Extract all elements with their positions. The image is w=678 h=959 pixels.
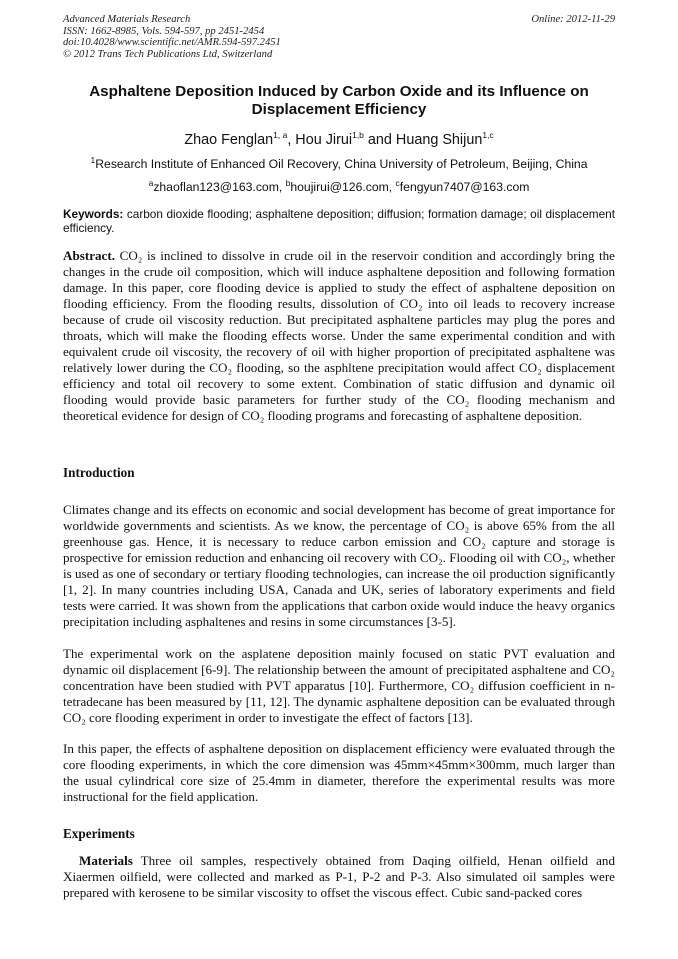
journal-name: Advanced Materials Research [63, 14, 191, 25]
section-heading-introduction: Introduction [63, 465, 135, 480]
materials-label: Materials [79, 853, 133, 868]
doi-line: doi:10.4028/www.scientific.net/AMR.594-597.2451 [63, 37, 281, 49]
abstract-text: CO₂ is inclined to dissolve in crude oil in the reservoir condition and accordingly bring the changes in the crude oil composition, which will induce asphaltene deposition and following formation damage. In this paper, core flooding device is applied to study the effect of asphaltene deposition on flooding efficiency. From the flooding results, dissolution of CO₂ into oil leads to recovery increase because of crude oil viscosity reduction. But precipitated asphaltene particles may plug the pores and throats, which will make the flooding effects worse. Under the same experimental condition and with equivalent crude oil viscosity, the recovery of oil with higher proportion of precipitated asphaltene was relatively lower during the CO₂ flooding, so the asphltene precipitation would affect CO₂ displacement efficiency and total oil recovery to some extent. Combination of static diffusion and dynamic oil flooding would provide basic parameters for further study of the CO₂ flooding mechanism and theoretical evidence for design of CO₂ flooding programs and forecasting of asphaltene deposition. [63, 248, 615, 424]
affiliation-text: Research Institute of Enhanced Oil Recovery, China University of Petroleum, Beijing, China [95, 157, 588, 171]
keywords-label: Keywords: [63, 207, 124, 221]
abstract-label: Abstract. [63, 248, 115, 263]
experiments-paragraph [63, 853, 615, 901]
email-superscript: a [148, 177, 154, 188]
abstract [63, 248, 615, 425]
keywords [63, 207, 615, 235]
intro-paragraph-1: Climates change and its effects on economic and social development has become of great importance for worldwide governments and scientists. As we know, the percentage of CO₂ is above 65% from the all greenhouse gas. Hence, it is necessary to reduce carbon emission and CO₂ capture and storage is prospective for emission reduction and enhancing oil recovery with CO₂. Flooding oil with CO₂, whether is used as one of secondary or tertiary flooding technologies, can increase the oil production significantly [1, 2]. In many countries including USA, Canada and UK, series of laboratory experiments and field tests were carried. It was shown from the applications that carbon oxide would induce the heavy organics precipitation including asphaltenes and resins in some circumstances [3-5]. [63, 502, 615, 630]
intro-paragraph-3: In this paper, the effects of asphaltene deposition on displacement efficiency were evaluated through the core flooding experiments, in which the core dimension was 45mm×45mm×300mm, much larger than the usual cylindrical core size of 25.4mm in diameter, therefore the experimental results was more instructional for the field application. [63, 741, 615, 805]
copyright-line: © 2012 Trans Tech Publications Ltd, Switzerland [63, 48, 273, 60]
author-superscript: 1,c [482, 130, 494, 141]
affiliation [63, 156, 615, 172]
online-date: Online: 2012-11-29 [531, 14, 615, 25]
author-name: Zhao Fenglan [184, 132, 274, 148]
journal-header [63, 14, 615, 60]
paper-title: Asphaltene Deposition Induced by Carbon Oxide and its Influence on Displacement Efficiency [89, 83, 589, 118]
email-superscript: c [395, 177, 400, 188]
keywords-text: carbon dioxide flooding; asphaltene deposition; diffusion; formation damage; oil displacement efficiency. [63, 207, 615, 236]
author-name: and Huang Shijun [363, 132, 483, 148]
issn-line: ISSN: 1662-8985, Vols. 594-597, pp 2451-2454 [63, 25, 265, 37]
email-link: houjirui@126.com, [290, 180, 396, 194]
affiliation-superscript: 1 [90, 154, 96, 165]
email-link: zhaoflan123@163.com, [153, 180, 286, 194]
email-link: fengyun7407@163.com [399, 180, 530, 194]
author-name: , Hou Jirui [287, 132, 353, 148]
email-superscript: b [285, 177, 291, 188]
intro-paragraph-2: The experimental work on the asplatene deposition mainly focused on static PVT evaluation and dynamic oil displacement [6-9]. The relationship between the amount of precipitated asphaltene and CO₂ concentration have been studied with PVT apparatus [10]. Furthermore, CO₂ diffusion coefficient in n-tetradecane has been measured by [11, 12]. The dynamic asphaltene deposition can be evaluated through CO₂ core flooding experiment in order to investigate the effect of factors [13]. [63, 646, 615, 726]
author-list [63, 131, 615, 149]
author-emails [63, 179, 615, 195]
author-superscript: 1, a [273, 130, 288, 141]
author-superscript: 1,b [352, 130, 364, 141]
materials-text: Three oil samples, respectively obtained from Daqing oilfield, Henan oilfield and Xiaermen oilfield, were collected and marked as P-1, P-2 and P-3. Also simulated oil samples were prepared with kerosene to be similar viscosity to offset the viscous effect. Cubic sand-packed cores [63, 853, 615, 901]
section-heading-experiments: Experiments [63, 826, 135, 841]
